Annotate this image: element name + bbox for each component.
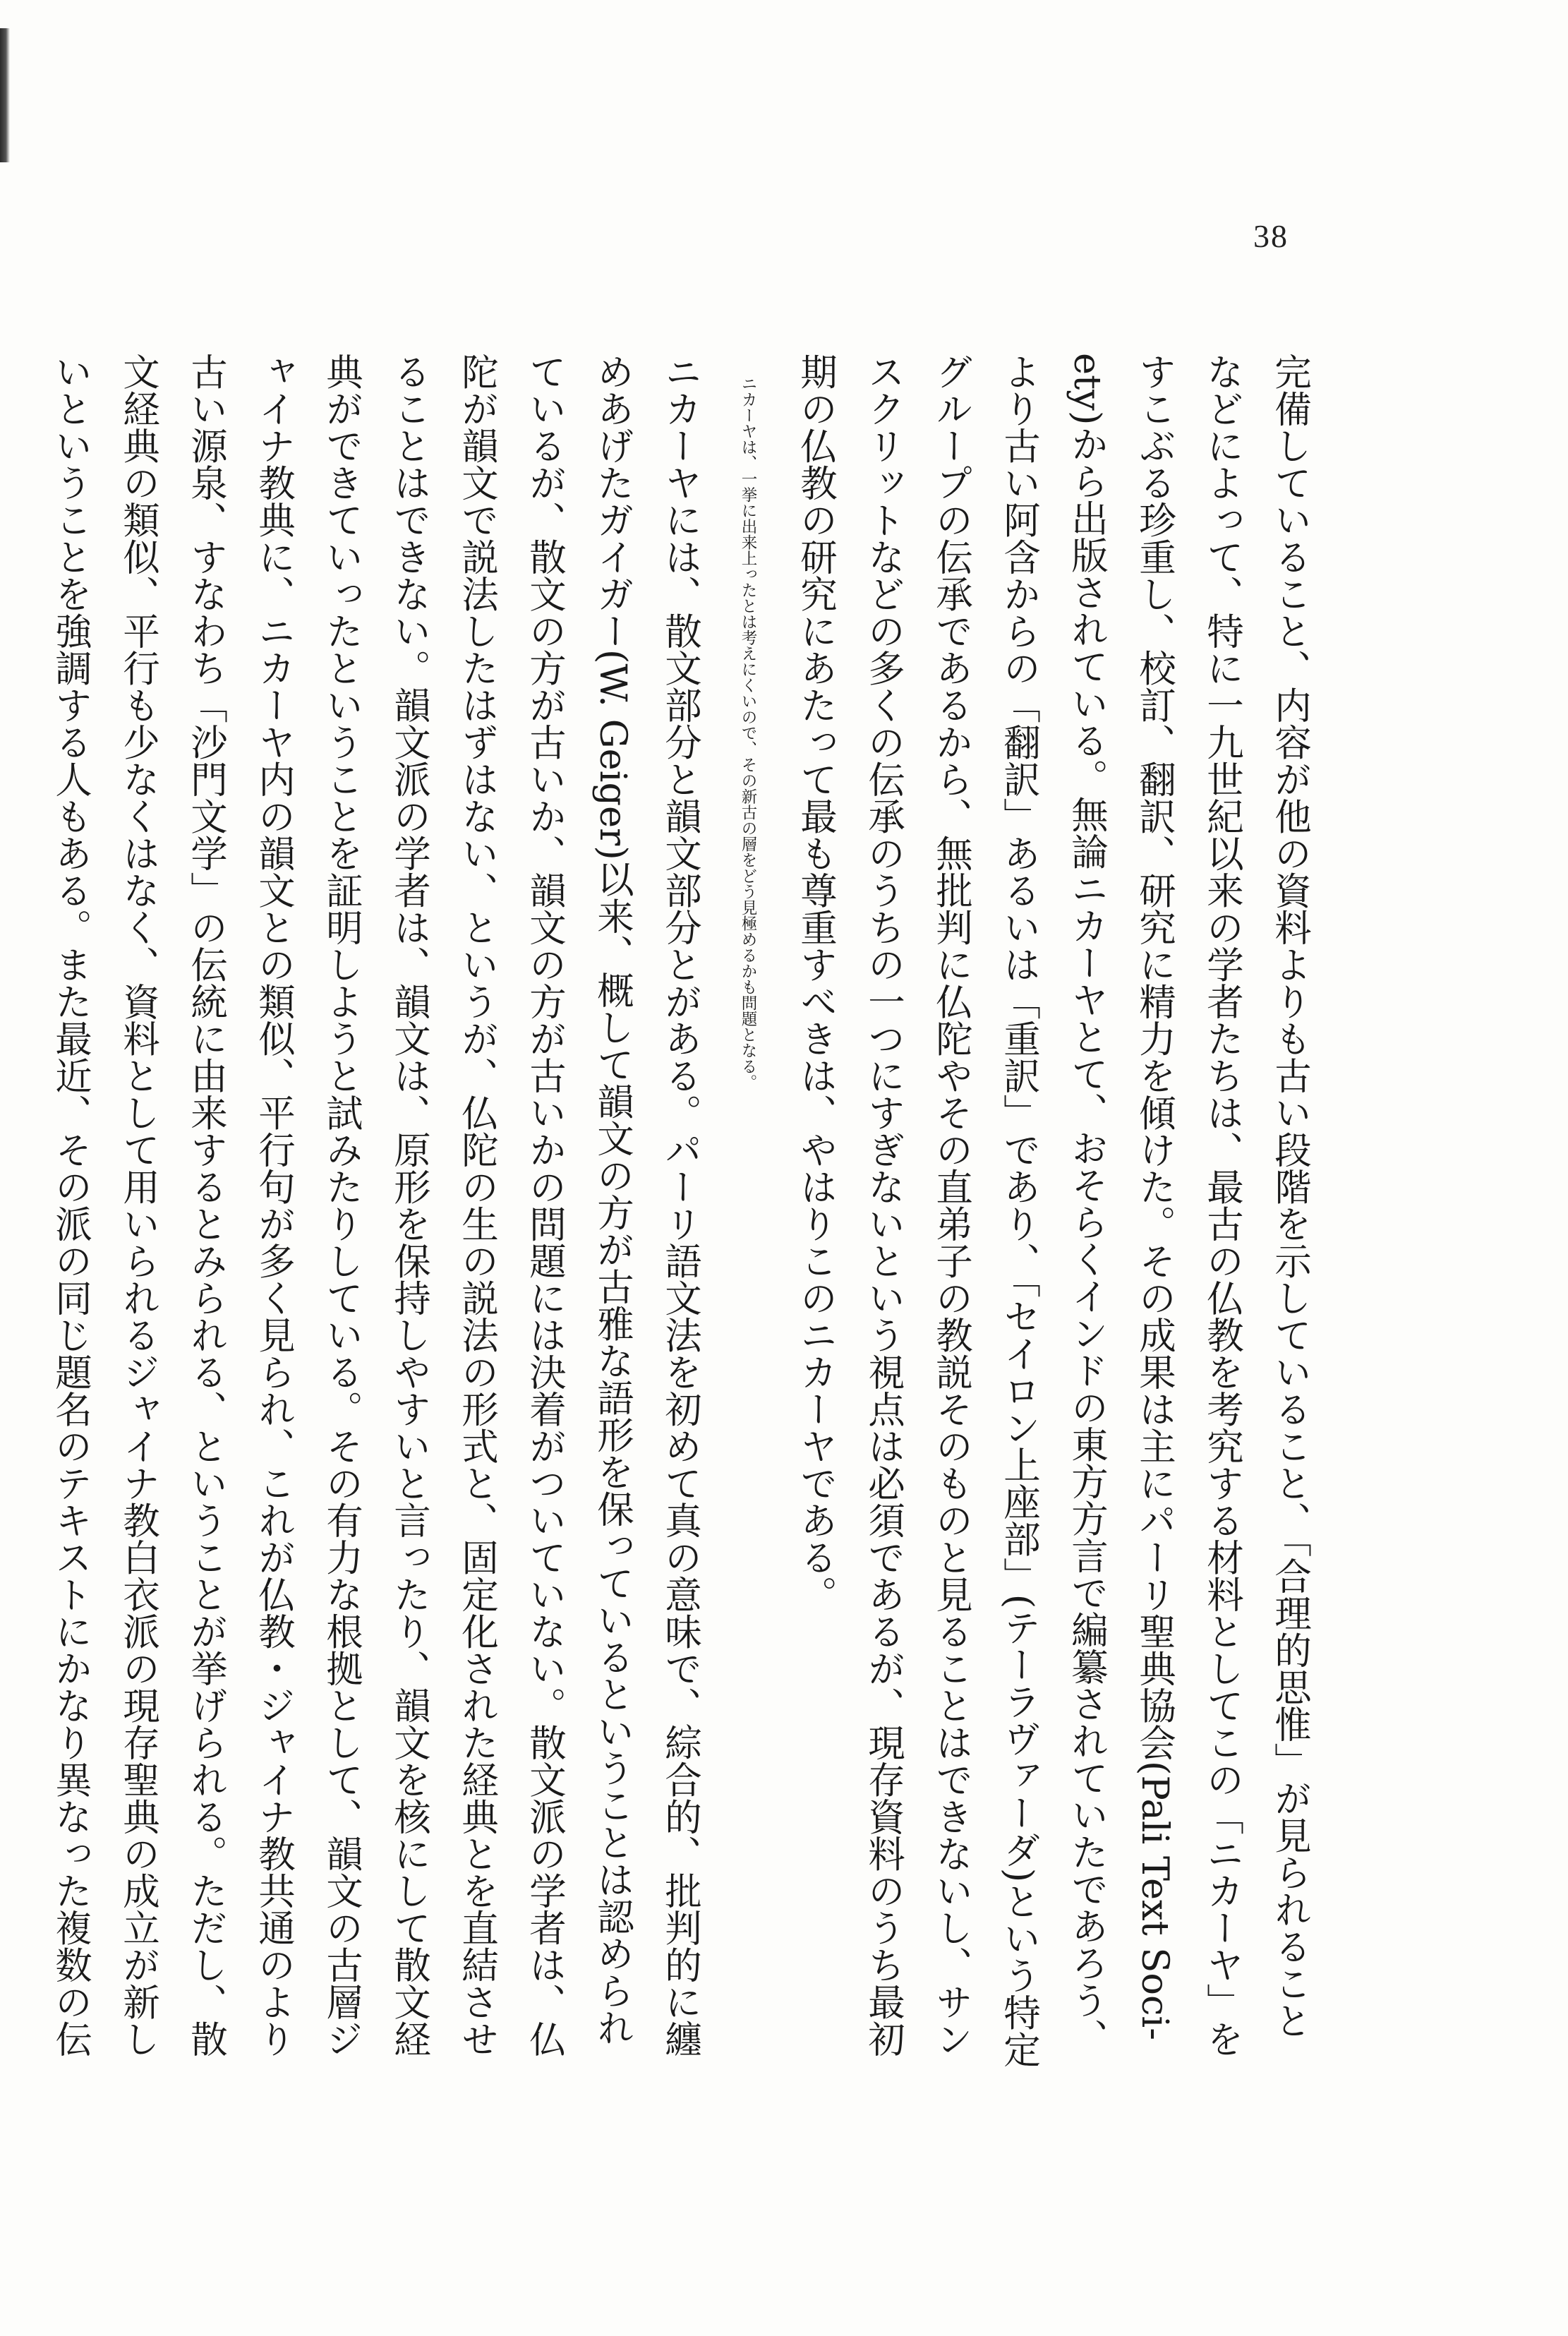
text-line: ety)から出版されている。無論ニカーヤとて、おそらくインドの東方方言で編纂されていたであろう、 <box>1066 353 1109 2056</box>
text-line: ているが、散文の方が古いか、韻文の方が古いかの問題には決着がついていない。散文派の学者は、仏 <box>524 353 567 2057</box>
text-columns <box>49 353 1324 2287</box>
text-line-first: 完備していること、内容が他の資料よりも古い段階を示していること、「合理的思惟」が見られること <box>1269 353 1312 2039</box>
text-line: より古い阿含からの「翻訳」あるいは「重訳」であり、「セイロン上座部」(テーラヴァーダ)という特定 <box>998 353 1041 2068</box>
binding-shadow <box>0 28 10 162</box>
text-line: 陀が韻文で説法したはずはない、というが、仏陀の生の説法の形式と、固定化された経典とを直結させ <box>456 353 499 2057</box>
text-line: ることはできない。韻文派の学者は、韻文は、原形を保持しやすいと言ったり、韻文を核にして散文経 <box>388 353 431 2057</box>
page-number: 38 <box>1253 218 1289 254</box>
text-line: 古い源泉、すなわち「沙門文学」の伝統に由来するとみられる、ということが挙げられる。ただし、散 <box>185 353 228 2057</box>
text-line: すこぶる珍重し、校訂、翻訳、研究に精力を傾けた。その成果は主にパーリ聖典協会(Pali Text Soci- <box>1133 353 1176 2040</box>
text-line: スクリットなどの多くの伝承のうちの一つにすぎないという視点は必須であるが、現存資料のうち最初 <box>862 353 905 2057</box>
text-line: いということを強調する人もある。また最近、その派の同じ題名のテキストにかなり異なった複数の伝 <box>49 353 92 2057</box>
text-line: 典ができていったということを証明しようと試みたりしている。その有力な根拠として、韻文の古層ジ <box>320 353 363 2057</box>
text-line: ニカーヤには、散文部分と韻文部分とがある。パーリ語文法を初めて真の意味で、綜合的、批判的に纏 <box>659 353 702 2057</box>
text-line: ャイナ教典に、ニカーヤ内の韻文との類似、平行句が多く見られ、これが仏教・ジャイナ教共通のより <box>253 353 296 2057</box>
text-line: 文経典の類似、平行も少なくはなく、資料として用いられるジャイナ教白衣派の現存聖典の成立が新し <box>117 353 160 2057</box>
text-line: めあげたガイガー(W. Geiger)以来、概して韻文の方が古雅な語形を保っているということは認められ <box>591 353 634 2046</box>
text-line: グループの伝承であるから、無批判に仏陀やその直弟子の教説そのものと見ることはできないし、サン <box>930 353 973 2057</box>
body-text <box>49 353 1324 2287</box>
text-line: などによって、特に一九世紀以来の学者たちは、最古の仏教を考究する材料としてこの「ニカーヤ」を <box>1201 353 1244 2057</box>
text-line: 期の仏教の研究にあたって最も尊重すべきは、やはりこのニカーヤである。 <box>795 353 838 1613</box>
text-line: ニカーヤは、一挙に出来上ったとは考えにくいので、その新古の層をどう見極めるかも問題となる。 <box>739 375 757 1090</box>
